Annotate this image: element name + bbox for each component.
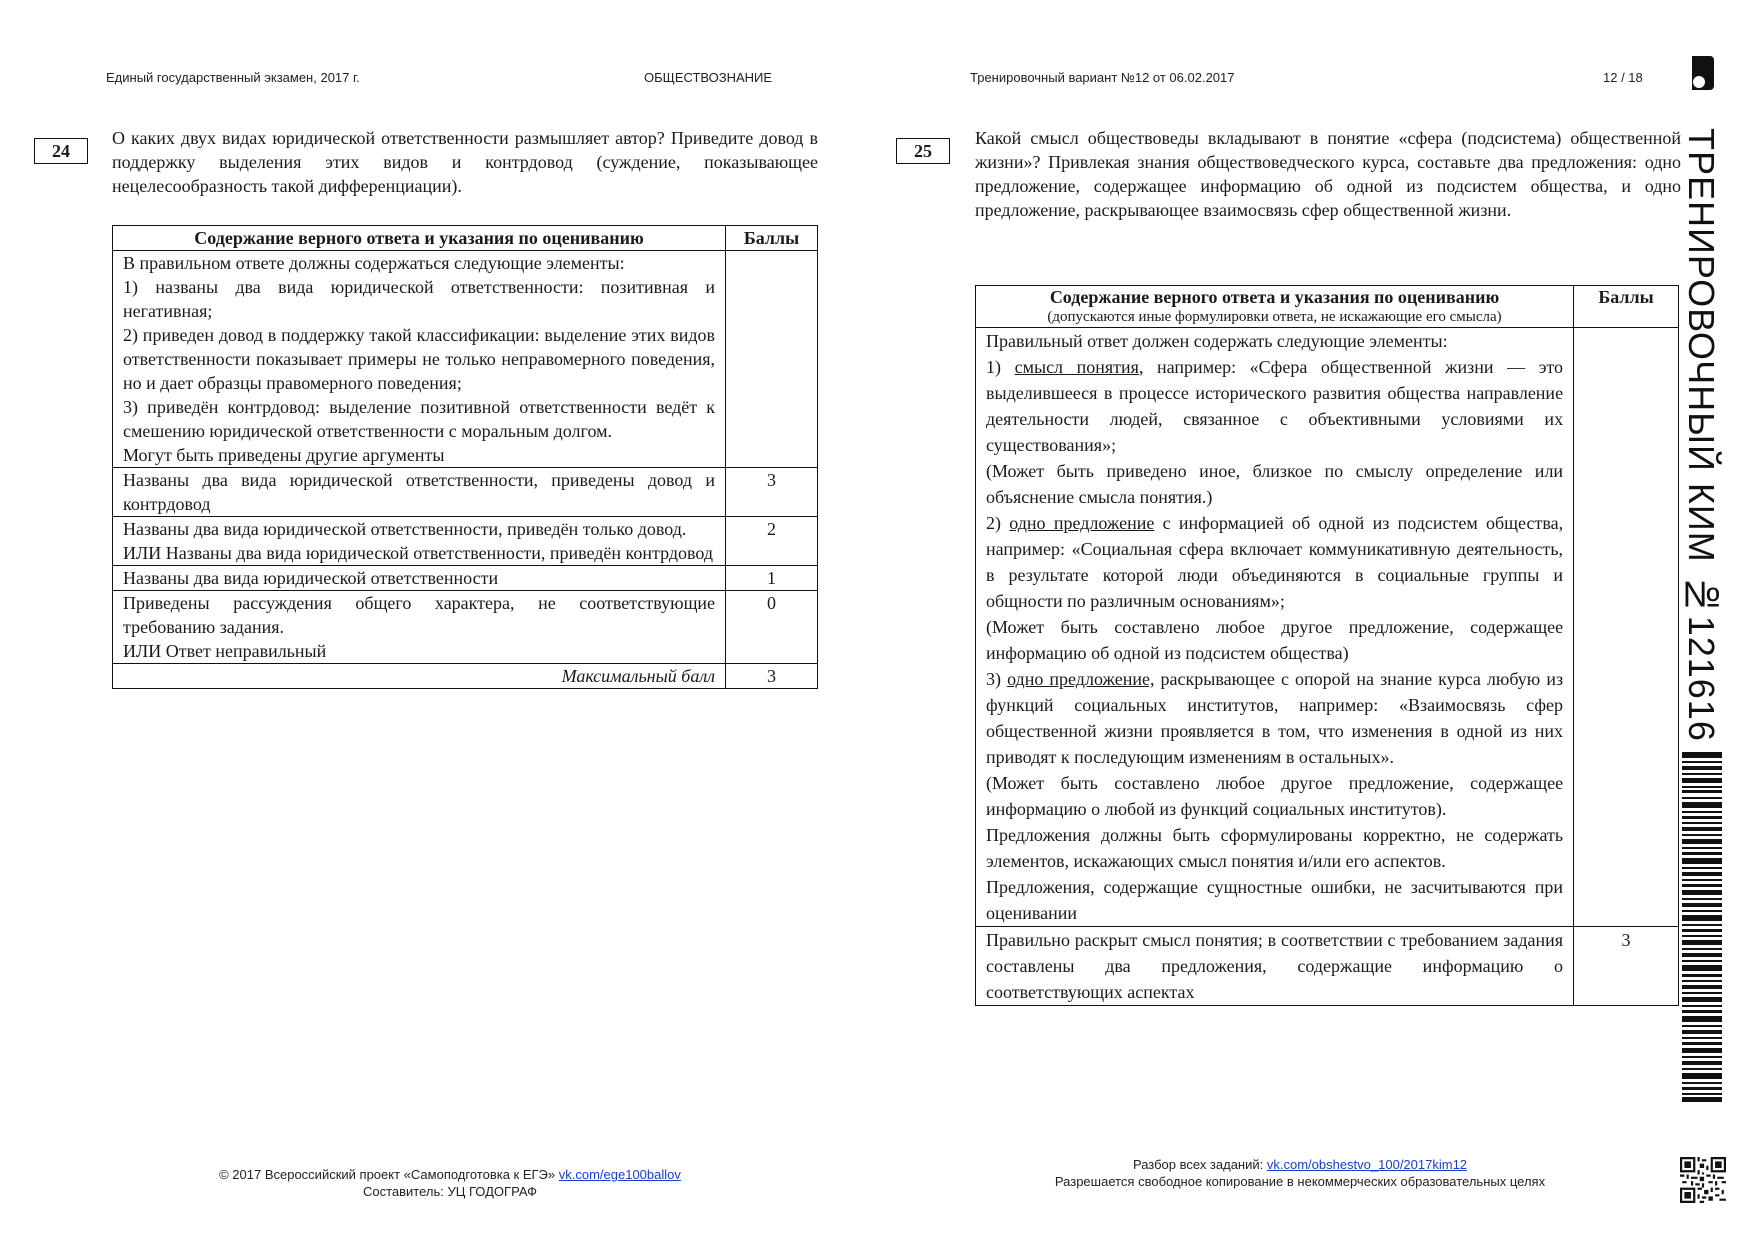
table-24-max-row [113,664,818,689]
criterion-text: Приведены рассуждения общего характера, не соответствующие требованию задания. [123,593,716,637]
side-kim-title: ТРЕНИРОВОЧНЫЙ КИМ №121616 [1681,128,1722,742]
table-24-header-score: Баллы [726,226,818,251]
table-25-element-2-note: (Может быть составлено любое другое предложение, содержащее информацию об одной из подсистем общества) [986,617,1564,663]
footer-left-author: Составитель: УЦ ГОДОГРАФ [362,1184,537,1199]
table-25-element-1-note: (Может быть приведено иное, близкое по смыслу определение или объяснение смысла понятия.) [986,461,1564,507]
footer-left-link[interactable]: vk.com/ege100ballov [558,1167,681,1182]
table-24-element-4: Могут быть приведены другие аргументы [123,445,445,465]
table-25-element-2: 2) одно предложение с информацией об одной из подсистем общества, например: «Социальная сфера включает коммуникативную деятельность, в результате которой люди объединяются в социальные группы и общности по различным основаниям»; [986,513,1564,611]
criterion-text: Правильно раскрыт смысл понятия; в соответствии с требованием задания составлены два предложения, содержащие информацию о соответствующих аспектах [976,927,1574,1006]
footer-right-copy-note: Разрешается свободное копирование в некоммерческих образовательных целях [1054,1174,1546,1189]
corner-marker-dot [1693,76,1705,88]
table-25-header-content: Содержание верного ответа и указания по оцениванию [1049,287,1500,307]
max-score-value: 3 [726,664,818,689]
table-25-header-note: (допускаются иные формулировки ответа, не искажающие его смысла) [1047,309,1502,325]
table-row [976,927,1679,1006]
footer-left-project: © 2017 Всероссийский проект «Самоподготовка к ЕГЭ» [219,1167,559,1182]
table-25-note-2: Предложения, содержащие сущностные ошибки, не засчитываются при оценивании [986,877,1564,923]
table-row [113,566,818,591]
table-row [113,591,818,664]
answer-table-24 [112,225,818,689]
footer-left [170,1166,730,1200]
barcode-icon [1682,752,1722,1102]
footer-right-link[interactable]: vk.com/obshestvo_100/2017kim12 [1266,1157,1468,1172]
criterion-score: 1 [726,566,818,591]
table-25-element-1: 1) смысл понятия, например: «Сфера общественной жизни — это выделившееся в процессе исторического развития общества направление деятельности людей, связанное с объективными условиями их существования»; [986,357,1564,455]
question-24-text: О каких двух видах юридической ответственности размышляет автор? Приведите довод в поддержку выделения этих видов и контрдовод (суждение, показывающее нецелесообразность такой дифференциации). [112,128,818,196]
table-row [113,517,818,566]
table-24-elements-row [113,251,818,468]
table-25-intro: Правильный ответ должен содержать следующие элементы: [986,331,1448,351]
criterion-score: 0 [726,591,818,664]
footer-right [1010,1156,1590,1190]
header-exam: Единый государственный экзамен, 2017 г. [106,70,360,85]
table-25-note-1: Предложения должны быть сформулированы корректно, не содержать элементов, искажающих смысл понятия и/или его аспектов. [986,825,1564,871]
table-row [113,468,818,517]
criterion-score: 3 [726,468,818,517]
header-subject: ОБЩЕСТВОЗНАНИЕ [644,70,773,85]
question-25-number: 25 [896,138,950,164]
header-page-number: 12 / 18 [1603,70,1643,85]
table-25-elements-row [976,328,1679,927]
criterion-text: Названы два вида юридической ответственности, приведены довод и контрдовод [113,468,726,517]
table-24-element-2: 2) приведен довод в поддержку такой классификации: выделение этих видов ответственности показывает примеры не только неправомерного поведения, но и дает образцы правомерного поведения; [123,325,716,393]
header-variant: Тренировочный вариант №12 от 06.02.2017 [970,70,1235,85]
table-25-header-score: Баллы [1574,286,1679,328]
answer-table-25 [975,285,1679,1006]
table-24-element-1: 1) названы два вида юридической ответственности: позитивная и негативная; [123,277,716,321]
table-25-element-3-note: (Может быть составлено любое другое предложение, содержащее информацию о любой из функций социальных институтов). [986,773,1564,819]
table-24-element-3: 3) приведён контрдовод: выделение позитивной ответственности ведёт к смешению юридической ответственности с моральным долгом. [123,397,716,441]
qr-code-icon [1680,1157,1726,1203]
table-24-header-content: Содержание верного ответа и указания по оцениванию [113,226,726,251]
criterion-score: 3 [1574,927,1679,1006]
criterion-text-alt: ИЛИ Ответ неправильный [123,641,327,661]
max-score-label: Максимальный балл [113,664,726,689]
question-25-text: Какой смысл обществоведы вкладывают в понятие «сфера (подсистема) общественной жизни»? Привлекая знания обществоведческого курса, составьте два предложения: одно предложение, содержащее информацию об одной из подсистем общества, и одно предложение, раскрывающее взаимосвязь сфер общественной жизни. [975,128,1681,220]
criterion-score: 2 [726,517,818,566]
criterion-text: Названы два вида юридической ответственности [113,566,726,591]
table-24-intro: В правильном ответе должны содержаться следующие элементы: [123,253,625,273]
question-24-number: 24 [34,138,88,164]
table-25-element-3: 3) одно предложение, раскрывающее с опорой на знание курса любую из функций социальных институтов, например: «Взаимосвязь сфер общественной жизни проявляется в том, что изменения в одной из них приводят к последующим изменениям в остальных». [986,669,1564,767]
criterion-text-alt: ИЛИ Названы два вида юридической ответственности, приведён контрдовод [123,543,714,563]
criterion-text: Названы два вида юридической ответственности, приведён только довод. [123,519,687,539]
footer-right-prefix: Разбор всех заданий: [1132,1157,1267,1172]
